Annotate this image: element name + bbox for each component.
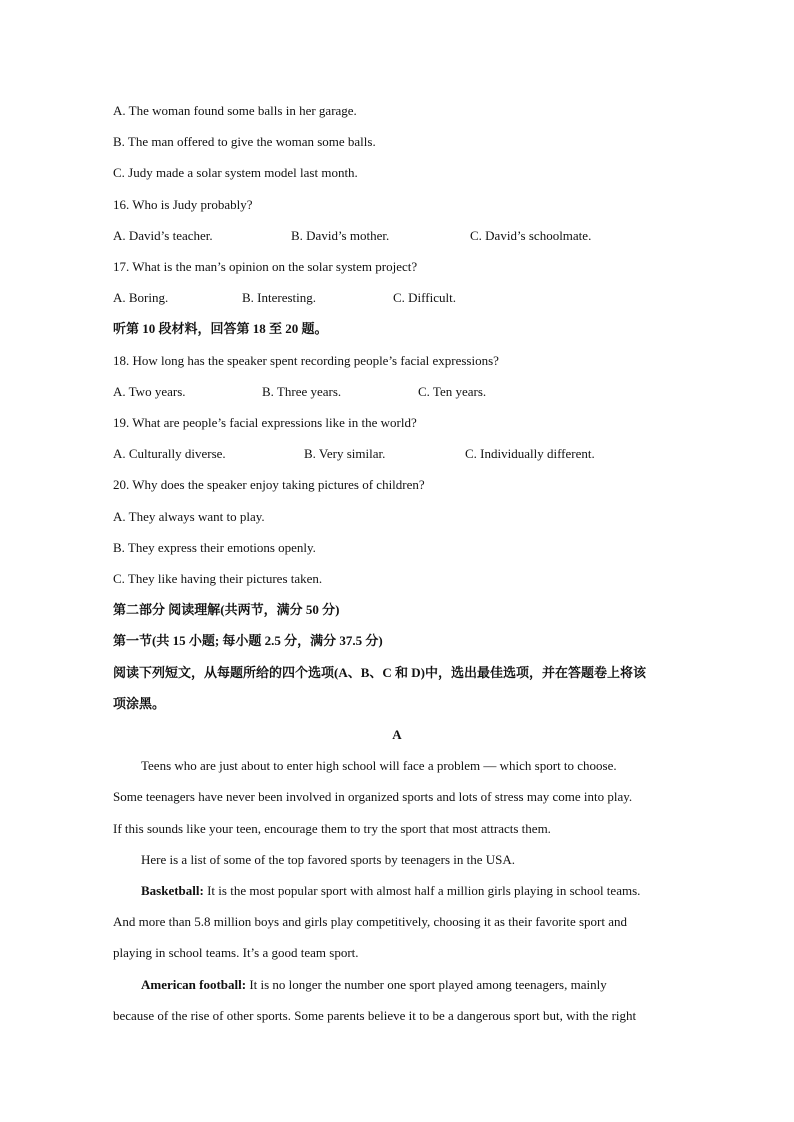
q16-option-b: B. David’s mother.: [291, 228, 390, 243]
passage-label: A: [392, 727, 402, 742]
q15-option-a: A. The woman found some balls in her garage.: [113, 103, 357, 118]
q15-option-c: C. Judy made a solar system model last month.: [113, 165, 358, 180]
q20-option-c: C. They like having their pictures taken.: [113, 571, 323, 586]
passage-p1-line2: Some teenagers have never been involved in organized sports and lots of stress may come into play.: [113, 789, 633, 804]
basketball-label: Basketball:: [141, 883, 204, 898]
passage-p1-line3: If this sounds like your teen, encourage them to try the sport that most attracts them.: [113, 821, 551, 836]
q19-question: 19. What are people’s facial expressions like in the world?: [113, 415, 417, 430]
football-text: It is no longer the number one sport played among teenagers, mainly: [246, 977, 607, 992]
q20-option-b: B. They express their emotions openly.: [113, 540, 316, 555]
football-line1: [141, 976, 716, 994]
part2-section1: 第一节(共 15 小题; 每小题 2.5 分，满分 37.5 分): [113, 633, 383, 648]
q16-option-c: C. David’s schoolmate.: [470, 228, 592, 243]
basketball-line1: [141, 882, 716, 900]
q17-option-b: B. Interesting.: [242, 290, 317, 305]
q18-option-c: C. Ten years.: [418, 384, 487, 399]
q16-option-a: A. David’s teacher.: [113, 228, 213, 243]
part2-instruction-line1: 阅读下列短文，从每题所给的四个选项(A、B、C 和 D)中，选出最佳选项，并在答题卷上将该: [113, 665, 646, 680]
q15-option-b: B. The man offered to give the woman some balls.: [113, 134, 376, 149]
passage-p1-line1: Teens who are just about to enter high school will face a problem — which sport to choose.: [141, 758, 617, 773]
q20-question: 20. Why does the speaker enjoy taking pictures of children?: [113, 477, 425, 492]
q17-option-c: C. Difficult.: [393, 290, 456, 305]
q19-option-a: A. Culturally diverse.: [113, 446, 226, 461]
basketball-text: It is the most popular sport with almost half a million girls playing in school teams.: [203, 883, 641, 898]
football-line2: because of the rise of other sports. Some parents believe it to be a dangerous sport but, with the right: [113, 1008, 637, 1023]
basketball-line3: playing in school teams. It’s a good team sport.: [113, 945, 359, 960]
q18-option-b: B. Three years.: [262, 384, 342, 399]
football-label: American football:: [141, 977, 247, 992]
q19-option-c: C. Individually different.: [465, 446, 595, 461]
q18-option-a: A. Two years.: [113, 384, 186, 399]
part2-heading: 第二部分 阅读理解(共两节，满分 50 分): [113, 602, 340, 617]
part2-instruction-line2: 项涂黑。: [113, 696, 166, 711]
q19-option-b: B. Very similar.: [304, 446, 386, 461]
q16-question: 16. Who is Judy probably?: [113, 197, 253, 212]
q17-question: 17. What is the man’s opinion on the solar system project?: [113, 259, 418, 274]
basketball-line2: And more than 5.8 million boys and girls play competitively, choosing it as their favorite sport and: [113, 914, 628, 929]
section10-instruction: 听第 10 段材料，回答第 18 至 20 题。: [113, 321, 328, 336]
q17-option-a: A. Boring.: [113, 290, 169, 305]
q20-option-a: A. They always want to play.: [113, 509, 265, 524]
q18-question: 18. How long has the speaker spent recording people’s facial expressions?: [113, 353, 499, 368]
passage-p2: Here is a list of some of the top favored sports by teenagers in the USA.: [141, 852, 516, 867]
